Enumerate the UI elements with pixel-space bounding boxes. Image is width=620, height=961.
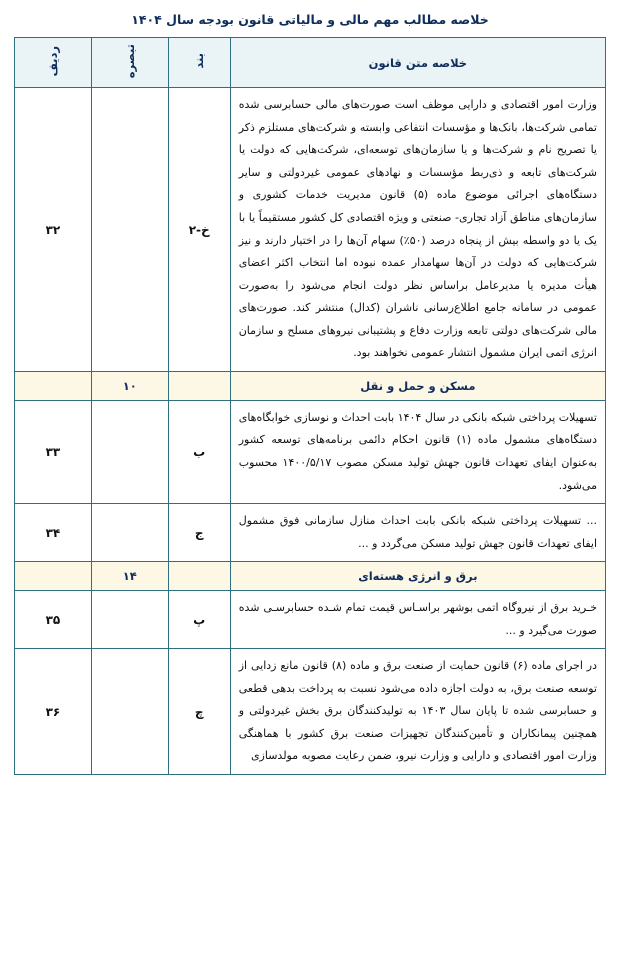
cell-tabsare xyxy=(91,400,168,503)
section-band xyxy=(168,371,230,400)
column-header-radif xyxy=(15,38,92,88)
table-section-row xyxy=(15,371,606,400)
column-header-band-label: بند xyxy=(192,53,207,69)
section-radif xyxy=(15,371,92,400)
section-title: مسکن و حمل و نقل xyxy=(230,371,605,400)
cell-band: چ xyxy=(168,649,230,775)
cell-band: ج xyxy=(168,504,230,562)
cell-band: ب xyxy=(168,400,230,503)
table-row xyxy=(15,591,606,649)
cell-band: پ xyxy=(168,591,230,649)
section-tabsare: ۱۰ xyxy=(91,371,168,400)
cell-band: خ-۲ xyxy=(168,88,230,372)
cell-summary: ... تسهیلات پرداختی شبکه بانکی بابت احداث منازل سازمانی فوق مشمول ایفای تعهدات قانون جهش تولید مسکن می‌گردد و ... xyxy=(230,504,605,562)
table-row xyxy=(15,400,606,503)
cell-tabsare xyxy=(91,504,168,562)
section-tabsare: ۱۴ xyxy=(91,562,168,591)
table-section-row xyxy=(15,562,606,591)
table-row xyxy=(15,88,606,372)
section-title: برق و انرژی هسته‌ای xyxy=(230,562,605,591)
cell-summary: خـرید برق از نیروگاه اتمی بوشهر براسـاس قیمت تمام شـده حسابرسـی شده صورت می‌گیرد و ... xyxy=(230,591,605,649)
table-header-row xyxy=(15,38,606,88)
cell-radif: ۳۲ xyxy=(15,88,92,372)
table-row xyxy=(15,504,606,562)
cell-radif: ۳۴ xyxy=(15,504,92,562)
column-header-tabsare xyxy=(91,38,168,88)
cell-radif: ۳۳ xyxy=(15,400,92,503)
section-radif xyxy=(15,562,92,591)
column-header-band xyxy=(168,38,230,88)
page-title: خلاصه مطالب مهم مالی و مالیاتی قانون بودجه سال ۱۴۰۴ xyxy=(131,12,489,27)
column-header-radif-label: ردیف xyxy=(45,45,60,77)
table-header xyxy=(15,38,606,88)
cell-tabsare xyxy=(91,649,168,775)
cell-summary: در اجرای ماده (۶) قانون حمایت از صنعت برق و ماده (۸) قانون مانع زدایی از توسعه صنعت برق، به دولت اجازه داده می‌شود نسبت به پرداخت بدهی قطعی و حسابرسی شده تا پایان سال ۱۴۰۳ به تولیدکنندگان برق بخش غیردولتی و همچنین پیمانکاران و تأمین‌کنندگان تجهیزات صنعت برق کشور با هماهنگی وزارت امور اقتصادی و دارایی و وزارت نیرو، ضمن رعایت مصوبه مولدسازی xyxy=(230,649,605,775)
table-body xyxy=(15,88,606,775)
table-row xyxy=(15,649,606,775)
cell-radif: ۳۶ xyxy=(15,649,92,775)
column-header-summary: خلاصه متن قانون xyxy=(230,38,605,88)
section-band xyxy=(168,562,230,591)
column-header-tabsare-label: تبصره xyxy=(122,44,137,79)
cell-tabsare xyxy=(91,88,168,372)
cell-tabsare xyxy=(91,591,168,649)
cell-summary: وزارت امور اقتصادی و دارایی موظف است صورت‌های مالی حسابرسی شده تمامی شرکت‌ها، بانک‌ها و مؤسسات انتفاعی وابسته و شرکت‌های مستلزم ذکر یا تصریح نام و شرکت‌ها و یا سازمان‌های توسعه‌ای، شرکت‌هایی که دولت یا شرکت‌های تابعه و ذی‌ربط مؤسسات و نهادهای عمومی غیردولتی و سایر دستگاه‌های اجرائی موضوع ماده (۵) قانون مدیریت خدمات کشوری و سازمان‌های مناطق آزاد تجاری- صنعتی و ویژه اقتصادی کل کشور مستقیماً یا با یک یا دو واسطه بیش از پنجاه درصد (۵۰٪) سهام آن‌ها را در اختیار دارند و نیز شرکت‌هایی که دولت در آن‌ها سهامدار عمده نبوده اما انتخاب اکثر اعضای هیأت مدیره یا مدیرعامل براساس نظر دولت انجام می‌شود را به‌صورت عمومی در سامانه جامع اطلاع‌رسانی ناشران (کدال) منتشر کند. صورت‌های مالی شرکت‌های دولتی تابعه وزارت دفاع و پشتیبانی نیروهای مسلح و سازمان انرژی اتمی ایران مشمول انتشار عمومی نخواهند بود. xyxy=(230,88,605,372)
cell-radif: ۳۵ xyxy=(15,591,92,649)
cell-summary: تسهیلات پرداختی شبکه بانکی در سال ۱۴۰۴ بابت احداث و نوسازی خوابگاه‌های دستگاه‌های مشمول ماده (۱) قانون احکام دائمی برنامه‌های توسعه کشور به‌عنوان ایفای تعهدات قانون جهش تولید مسکن مصوب ۱۴۰۰/۵/۱۷ محسوب می‌شود. xyxy=(230,400,605,503)
budget-summary-table xyxy=(14,37,606,775)
